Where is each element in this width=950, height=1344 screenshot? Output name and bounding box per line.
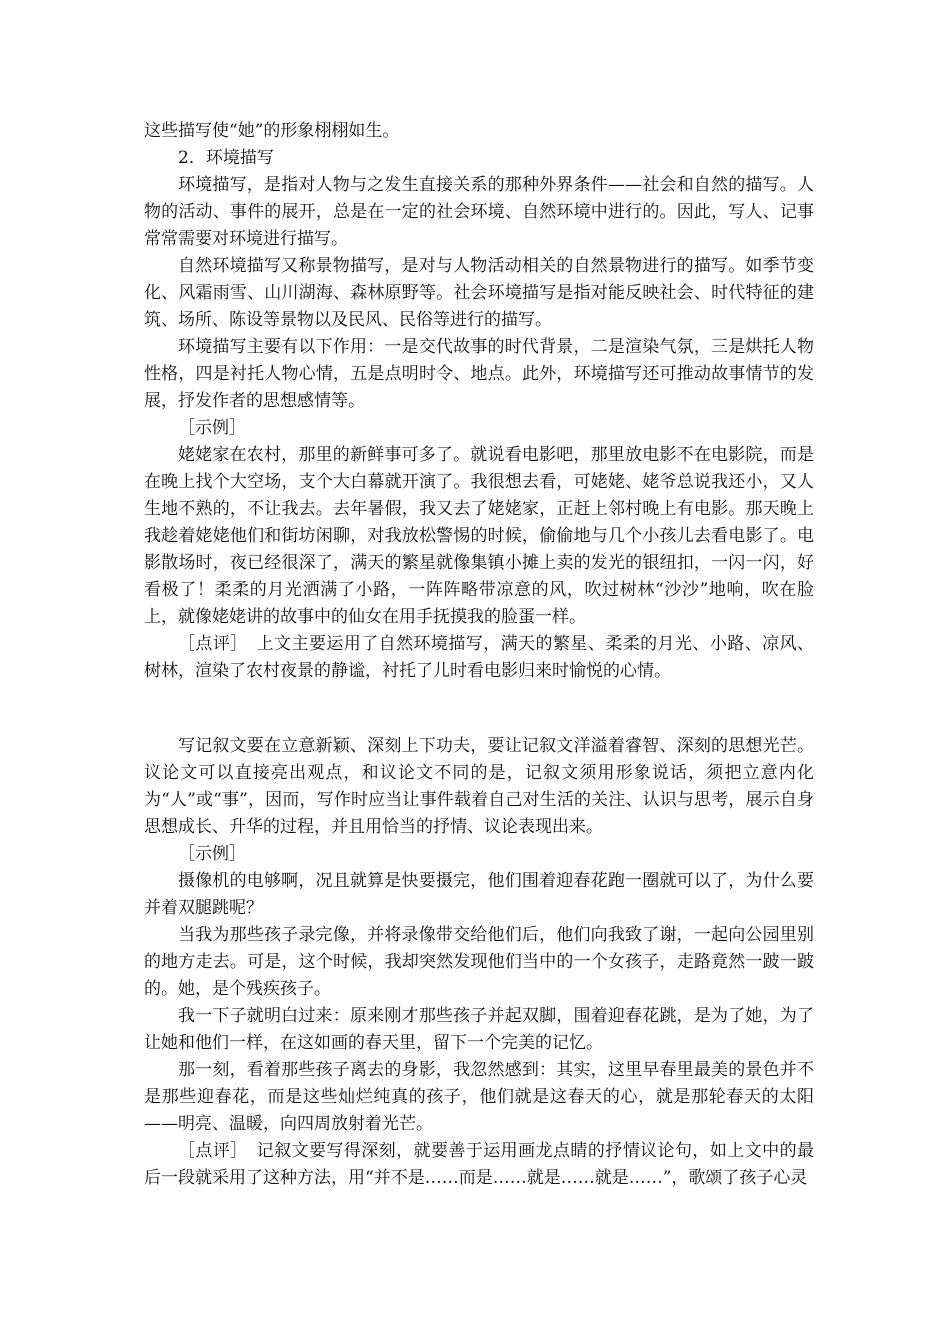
document-body [144,118,814,1192]
example-paragraph: 摄像机的电够啊，况且就算是快要摄完，他们围着迎春花跑一圈就可以了，为什么要并着双腿跳呢？ [144,871,814,918]
example-paragraph: 我一下子就明白过来：原来刚才那些孩子并起双脚，围着迎春花跳，是为了她，为了让她和他们一样，在这如画的春天里，留下一个完美的记忆。 [144,1006,814,1053]
example-paragraph: 那一刻，看着那些孩子离去的身影，我忽然感到：其实，这里早春里最美的景色并不是那些迎春花，而是这些灿烂纯真的孩子，他们就是这春天的心，就是那轮春天的太阳——明亮、温暖，向四周放射着光芒。 [144,1060,814,1134]
example-paragraph: 当我为那些孩子录完像，并将录像带交给他们后，他们向我致了谢，一起向公园里别的地方走去。可是，这个时候，我却突然发现他们当中的一个女孩子，走路竟然一跛一跛的。她，是个残疾孩子。 [144,925,814,999]
comment-paragraph: ［点评］ 记叙文要写得深刻，就要善于运用画龙点睛的抒情议论句，如上文中的最后一段就采用了这种方法，用“并不是……而是……就是……就是……”，歌颂了孩子心灵 [144,1141,814,1188]
paragraph: 环境描写主要有以下作用：一是交代故事的时代背景，二是渲染气氛，三是烘托人物性格，四是衬托人物心情，五是点明时令、地点。此外，环境描写还可推动故事情节的发展，抒发作者的思想感情等。 [144,337,814,411]
paragraph: 写记叙文要在立意新颖、深刻上下功夫，要让记叙文洋溢着睿智、深刻的思想光芒。议论文可以直接亮出观点，和议论文不同的是，记叙文须用形象说话，须把立意内化为“人”或“事”，因而，写作时应当让事件载着自己对生活的关注、认识与思考，展示自身思想成长、升华的过程，并且用恰当的抒情、议论表现出来。 [144,736,814,837]
example-label: ［示例］ [178,418,246,438]
section-heading-environment: 2．环境描写 [178,148,274,168]
section-gap [144,685,814,733]
example-paragraph: 姥姥家在农村，那里的新鲜事可多了。就说看电影吧，那里放电影不在电影院，而是在晚上找个大空场，支个大白幕就开演了。我很想去看，可姥姥、姥爷总说我还小，又人生地不熟的，不让我去。去年暑假，我又去了姥姥家，正赶上邻村晚上有电影。那天晚上我趁着姥姥他们和街坊闲聊，对我放松警惕的时候，偷偷地与几个小孩儿去看电影了。电影散场时，夜已经很深了，满天的繁星就像集镇小摊上卖的发光的银纽扣，一闪一闪，好看极了！柔柔的月光洒满了小路，一阵阵略带凉意的风，吹过树林“沙沙”地响，吹在脸上，就像姥姥讲的故事中的仙女在用手抚摸我的脸蛋一样。 [144,445,814,627]
paragraph: 环境描写，是指对人物与之发生直接关系的那种外界条件——社会和自然的描写。人物的活动、事件的展开，总是在一定的社会环境、自然环境中进行的。因此，写人、记事常常需要对环境进行描写。 [144,175,814,249]
comment-paragraph: ［点评］ 上文主要运用了自然环境描写，满天的繁星、柔柔的月光、小路、凉风、树林，渲染了农村夜景的静谧，衬托了儿时看电影归来时愉悦的心情。 [144,634,814,681]
paragraph: 自然环境描写又称景物描写，是对与人物活动相关的自然景物进行的描写。如季节变化、风霜雨雪、山川湖海、森林原野等。社会环境描写是指对能反映社会、时代特征的建筑、场所、陈设等景物以及民风、民俗等进行的描写。 [144,256,814,330]
example-label: ［示例］ [178,844,246,864]
paragraph-continuation: 这些描写使“她”的形象栩栩如生。 [144,121,400,141]
